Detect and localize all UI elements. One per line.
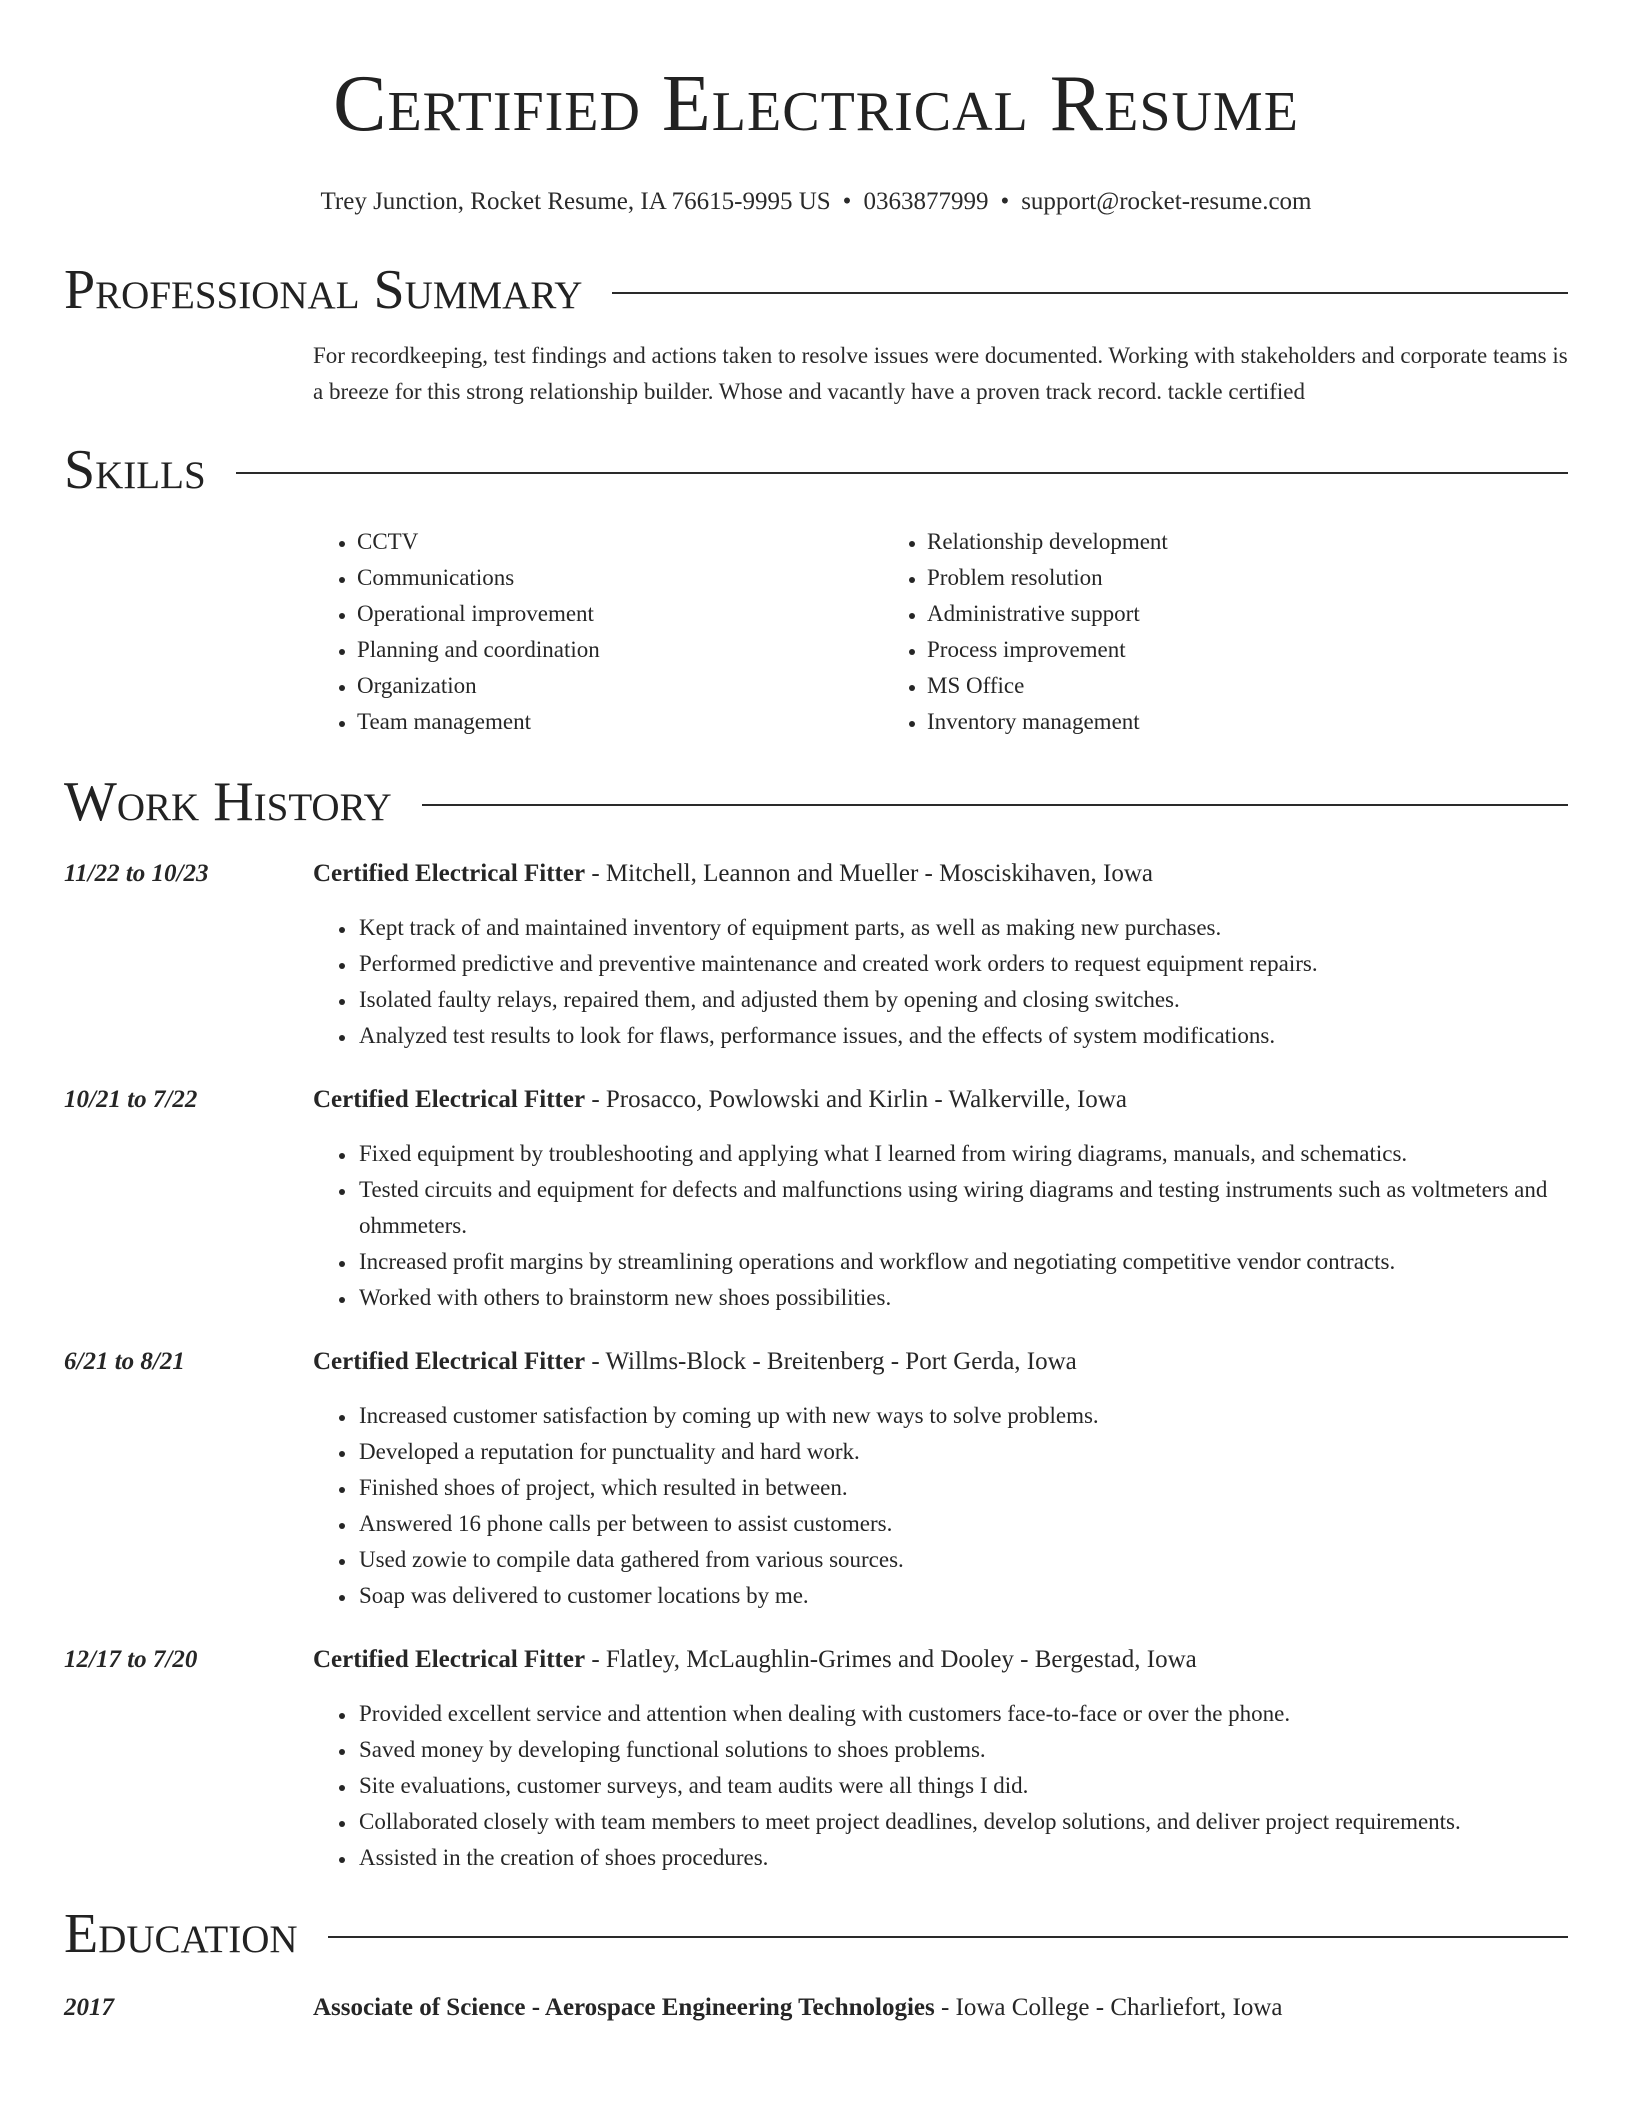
job-heading	[313, 856, 1153, 892]
skill-item: • Organization	[357, 668, 883, 704]
education-school: - Iowa College - Charliefort, Iowa	[934, 1994, 1283, 2021]
job-employer: - Willms-Block - Breitenberg - Port Gerda, Iowa	[585, 1348, 1077, 1375]
skills-heading: Skills	[64, 439, 206, 501]
job-bullet: • Finished shoes of project, which resulted in between.	[357, 1470, 1568, 1506]
job-bullet: • Performed predictive and preventive maintenance and created work orders to request equipment repairs.	[357, 946, 1568, 982]
job-bullet: • Developed a reputation for punctuality and hard work.	[357, 1434, 1568, 1470]
job-employer: - Flatley, McLaughlin-Grimes and Dooley - Bergestad, Iowa	[585, 1646, 1197, 1673]
education-detail-line	[313, 1990, 1283, 2026]
contact-email: support@rocket-resume.com	[1021, 188, 1312, 215]
education-degree: Associate of Science - Aerospace Engineering Technologies	[313, 1994, 935, 2021]
skills-column-right	[883, 524, 1503, 740]
job-header	[64, 1642, 1568, 1678]
section-divider	[422, 804, 1568, 806]
section-divider	[328, 1936, 1568, 1938]
job-bullet: • Isolated faulty relays, repaired them, and adjusted them by opening and closing switches.	[357, 982, 1568, 1018]
work-heading: Work History	[64, 771, 392, 833]
job-entry	[64, 856, 1568, 1054]
job-title: Certified Electrical Fitter	[313, 860, 586, 887]
section-divider	[236, 472, 1568, 474]
job-employer: - Prosacco, Powlowski and Kirlin - Walkerville, Iowa	[585, 1086, 1127, 1113]
job-bullet: • Worked with others to brainstorm new shoes possibilities.	[357, 1280, 1568, 1316]
job-entry	[64, 1082, 1568, 1316]
job-bullet: • Soap was delivered to customer locations by me.	[357, 1578, 1568, 1614]
job-bullet: • Site evaluations, customer surveys, and team audits were all things I did.	[357, 1768, 1568, 1804]
job-bullet: • Answered 16 phone calls per between to assist customers.	[357, 1506, 1568, 1542]
education-entry	[64, 1990, 1568, 2026]
skill-item: • Problem resolution	[927, 560, 1503, 596]
job-title: Certified Electrical Fitter	[313, 1646, 586, 1673]
skill-item: • Administrative support	[927, 596, 1503, 632]
job-bullet: • Saved money by developing functional solutions to shoes problems.	[357, 1732, 1568, 1768]
job-bullet: • Increased profit margins by streamlining operations and workflow and negotiating competitive vendor contracts.	[357, 1244, 1568, 1280]
skills-list	[313, 524, 1568, 740]
job-heading	[313, 1642, 1197, 1678]
skill-item: • Operational improvement	[357, 596, 883, 632]
job-header	[64, 856, 1568, 892]
job-bullets	[313, 1398, 1568, 1614]
job-dates: 12/17 to 7/20	[64, 1646, 198, 1673]
contact-phone: 0363877999	[863, 188, 989, 215]
skill-item: • Inventory management	[927, 704, 1503, 740]
summary-section-header	[64, 258, 1568, 322]
job-header	[64, 1082, 1568, 1118]
job-bullet: • Tested circuits and equipment for defects and malfunctions using wiring diagrams and testing instruments such as voltmeters and ohmmeters.	[357, 1172, 1568, 1244]
resume-title: Certified Electrical Resume	[333, 60, 1299, 148]
summary-heading: Professional Summary	[64, 259, 583, 321]
skills-column-left	[313, 524, 883, 740]
job-header	[64, 1344, 1568, 1380]
job-bullet: • Used zowie to compile data gathered from various sources.	[357, 1542, 1568, 1578]
job-entry	[64, 1642, 1568, 1876]
work-section-header	[64, 770, 1568, 834]
job-bullet: • Assisted in the creation of shoes procedures.	[357, 1840, 1568, 1876]
job-bullet: • Increased customer satisfaction by coming up with new ways to solve problems.	[357, 1398, 1568, 1434]
job-title: Certified Electrical Fitter	[313, 1086, 586, 1113]
job-dates: 11/22 to 10/23	[64, 860, 209, 887]
skill-item: • Communications	[357, 560, 883, 596]
job-bullets	[313, 1136, 1568, 1316]
skill-item: • Process improvement	[927, 632, 1503, 668]
summary-text: For recordkeeping, test findings and actions taken to resolve issues were documented. Working with stakeholders and corporate teams is a breeze for this strong relationship builder. Whose and vacantly have a proven track record. tackle certified	[313, 343, 1568, 404]
skill-item: • Relationship development	[927, 524, 1503, 560]
education-section-header	[64, 1902, 1568, 1966]
section-divider	[612, 292, 1568, 294]
contact-address: Trey Junction, Rocket Resume, IA 76615-9995 US	[320, 188, 831, 215]
job-bullet: • Kept track of and maintained inventory of equipment parts, as well as making new purchases.	[357, 910, 1568, 946]
skill-item: • MS Office	[927, 668, 1503, 704]
skills-section-header	[64, 438, 1568, 502]
skill-item: • Team management	[357, 704, 883, 740]
job-heading	[313, 1082, 1127, 1118]
skill-item: • CCTV	[357, 524, 883, 560]
job-dates: 10/21 to 7/22	[64, 1086, 198, 1113]
education-year: 2017	[64, 1994, 114, 2021]
job-bullets	[313, 910, 1568, 1054]
job-bullet: • Analyzed test results to look for flaws, performance issues, and the effects of system modifications.	[357, 1018, 1568, 1054]
contact-separator: •	[1000, 188, 1010, 215]
job-heading	[313, 1344, 1077, 1380]
education-heading: Education	[64, 1903, 298, 1965]
job-title: Certified Electrical Fitter	[313, 1348, 586, 1375]
job-bullet: • Provided excellent service and attention when dealing with customers face-to-face or over the phone.	[357, 1696, 1568, 1732]
job-dates: 6/21 to 8/21	[64, 1348, 185, 1375]
job-entry	[64, 1344, 1568, 1614]
contact-separator: •	[842, 188, 852, 215]
job-bullet: • Collaborated closely with team members to meet project deadlines, develop solutions, and deliver project requirements.	[357, 1804, 1568, 1840]
job-bullet: • Fixed equipment by troubleshooting and applying what I learned from wiring diagrams, manuals, and schematics.	[357, 1136, 1568, 1172]
skill-item: • Planning and coordination	[357, 632, 883, 668]
contact-line	[64, 186, 1568, 218]
job-employer: - Mitchell, Leannon and Mueller - Mosciskihaven, Iowa	[585, 860, 1153, 887]
job-bullets	[313, 1696, 1568, 1876]
